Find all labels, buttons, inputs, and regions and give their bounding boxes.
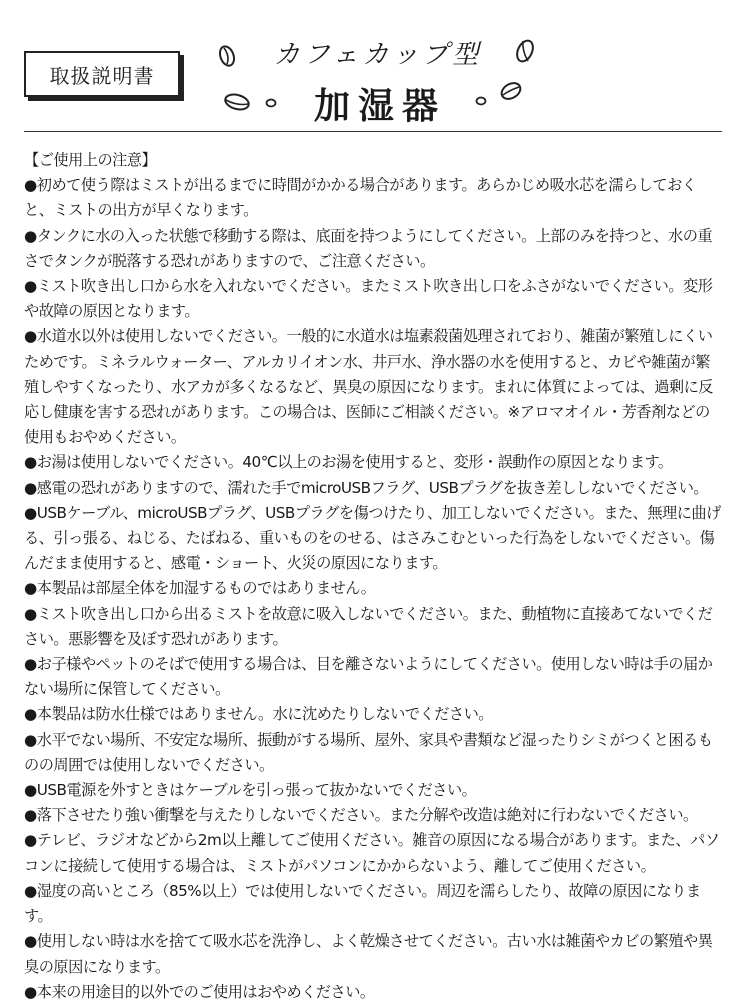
bullet-icon: ● <box>24 881 37 900</box>
bullet-icon: ● <box>24 806 37 825</box>
bullet-icon: ● <box>24 503 37 522</box>
note-text: ミスト吹き出し口から水を入れないでください。またミスト吹き出し口をふさがないでください。変形や故障の原因となります。 <box>24 277 713 321</box>
coffee-bean-icon <box>514 38 536 64</box>
list-item <box>24 879 724 929</box>
precautions-section <box>24 148 724 1005</box>
note-text: 湿度の高いところ（85%以上）では使用しないでください。周辺を濡らしたり、故障の原因になります。 <box>24 881 701 926</box>
bullet-icon: ● <box>24 982 37 1001</box>
section-heading: 【ご使用上の注意】 <box>24 151 157 169</box>
bullet-icon: ● <box>24 604 37 623</box>
note-text: お子様やペットのそばで使用する場合は、目を離さないようにしてください。使用しない時は手の届かない場所に保管してください。 <box>24 655 713 699</box>
bullet-icon: ● <box>24 478 37 497</box>
product-subtitle: カフェカップ型 <box>273 40 483 70</box>
coffee-bean-icon <box>498 80 524 102</box>
list-item <box>24 828 724 878</box>
bullet-icon: ● <box>24 831 37 850</box>
note-text: ミスト吹き出し口から出るミストを故意に吸入しないでください。また、動植物に直接あてないでください。悪影響を及ぼす恐れがあります。 <box>24 604 713 648</box>
bullet-icon: ● <box>24 705 37 724</box>
bullet-icon: ● <box>24 226 37 245</box>
note-text: 落下させたり強い衝撃を与えたりしないでください。また分解や改造は絶対に行わないでください。 <box>36 806 698 825</box>
list-item <box>24 980 724 1005</box>
bullet-icon: ● <box>24 579 37 598</box>
note-text: USB電源を外すときはケーブルを引っ張って抜かないでください。 <box>36 781 477 800</box>
list-item <box>24 501 724 577</box>
note-text: 本製品は防水仕様ではありません。水に沈めたりしないでください。 <box>36 705 493 724</box>
note-text: 本製品は部屋全体を加湿するものではありません。 <box>36 579 376 598</box>
list-item <box>24 803 724 828</box>
note-text: USBケーブル、microUSBプラグ、USBプラグを傷つけたり、加工しないでください。また、無理に曲げる、引っ張る、ねじる、たばねる、重いものをのせる、はさみこむといった行為をしないでください。傷んだまま使用すると、感電・ショート、火災の原因になります。 <box>24 503 721 573</box>
header <box>0 0 748 132</box>
bullet-icon: ● <box>24 655 37 674</box>
list-item <box>24 728 724 778</box>
note-text: 初めて使う際はミストが出るまでに時間がかかる場合があります。あらかじめ吸水芯を濡らしておくと、ミストの出方が早くなります。 <box>24 176 697 220</box>
list-item <box>24 450 724 475</box>
coffee-bean-icon <box>222 92 252 112</box>
list-item <box>24 476 724 501</box>
list-item <box>24 224 724 274</box>
note-text: お湯は使用しないでください。40℃以上のお湯を使用すると、変形・誤動作の原因となります。 <box>36 453 673 472</box>
list-item <box>24 652 724 702</box>
bullet-icon: ● <box>24 730 37 749</box>
list-item <box>24 324 724 450</box>
bullet-icon: ● <box>24 277 37 296</box>
manual-label: 取扱説明書 <box>24 51 180 97</box>
note-text: 感電の恐れがありますので、濡れた手でmicroUSBフラグ、USBプラグを抜き差ししないでください。 <box>36 478 709 497</box>
note-text: 本来の用途目的以外でのご使用はおやめください。 <box>36 982 375 1001</box>
list-item <box>24 173 724 223</box>
note-text: 使用しない時は水を捨てて吸水芯を洗浄し、よく乾燥させてください。古い水は雑菌やカビの繁殖や異臭の原因になります。 <box>24 932 713 976</box>
note-text: テレビ、ラジオなどから2m以上離してご使用ください。雑音の原因になる場合があります。また、パソコンに接続して使用する場合は、ミストがパソコンにかからないよう、離してご使用ください。 <box>24 831 720 875</box>
list-item <box>24 929 724 979</box>
bullet-icon: ● <box>24 176 37 195</box>
bullet-icon: ● <box>24 453 37 472</box>
bullet-icon: ● <box>24 932 37 951</box>
list-item <box>24 576 724 601</box>
product-title: 加湿器 <box>313 85 446 127</box>
precautions-list <box>24 173 724 1005</box>
bullet-icon: ● <box>24 781 37 800</box>
note-text: タンクに水の入った状態で移動する際は、底面を持つようにしてください。上部のみを持つと、水の重さでタンクが脱落する恐れがありますので、ご注意ください。 <box>24 226 713 270</box>
bullet-icon: ● <box>24 327 37 346</box>
list-item <box>24 274 724 324</box>
coffee-bean-icon <box>218 44 236 68</box>
list-item <box>24 602 724 652</box>
header-divider <box>24 131 722 132</box>
note-text: 水道水以外は使用しないでください。一般的に水道水は塩素殺菌処理されており、雑菌が繁殖しにくいためです。ミネラルウォーター、アルカリイオン水、井戸水、浄水器の水を使用すると、カビや雑菌が繁殖しやすくなったり、水アカが多くなるなど、異臭の原因になります。まれに体質によっては、過剰に反応し健康を害する恐れがあります。この場合は、医師にご相談ください。※アロマオイル・芳香剤などの使用もおやめください。 <box>24 327 713 447</box>
note-text: 水平でない場所、不安定な場所、振動がする場所、屋外、家具や書類など湿ったりシミがつくと困るものの周囲では使用しないでください。 <box>24 730 713 774</box>
list-item <box>24 778 724 803</box>
list-item <box>24 702 724 727</box>
